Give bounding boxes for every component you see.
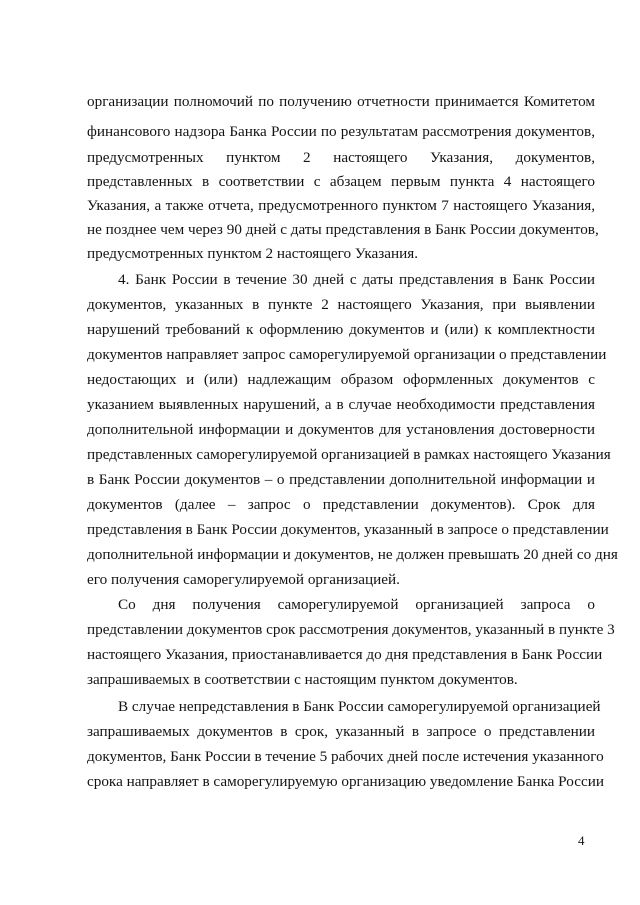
text-line: срока направляет в саморегулируемую организацию уведомление Банка России: [87, 773, 604, 790]
text-line: документов, указанных в пункте 2 настоящего Указания, при выявлении: [87, 296, 595, 313]
text-line: нарушений требований к оформлению документов и (или) к комплектности: [87, 321, 595, 338]
text-line: финансового надзора Банка России по результатам рассмотрения документов,: [87, 123, 595, 140]
text-line: дополнительной информации и документов, не должен превышать 20 дней со дня: [87, 546, 618, 563]
text-line: организации полномочий по получению отчетности принимается Комитетом: [87, 93, 595, 110]
text-line: Со дня получения саморегулируемой организацией запроса о: [118, 596, 595, 613]
text-line: Указания, а также отчета, предусмотренного пунктом 7 настоящего Указания,: [87, 197, 595, 214]
text-line: не позднее чем через 90 дней с даты представления в Банк России документов,: [87, 221, 599, 238]
text-line: настоящего Указания, приостанавливается до дня представления в Банк России: [87, 646, 603, 663]
text-line: недостающих и (или) надлежащим образом оформленных документов с: [87, 371, 595, 388]
text-line: В случае непредставления в Банк России саморегулируемой организацией: [118, 698, 601, 715]
text-line: представления в Банк России документов, указанный в запросе о представлении: [87, 521, 609, 538]
text-line: представлении документов срок рассмотрения документов, указанный в пункте 3: [87, 621, 615, 638]
text-line: 4. Банк России в течение 30 дней с даты представления в Банк России: [118, 271, 595, 288]
text-line: представленных саморегулируемой организацией в рамках настоящего Указания: [87, 446, 611, 463]
text-line: документов направляет запрос саморегулируемой организации о представлении: [87, 346, 607, 363]
text-line: запрашиваемых в соответствии с настоящим пунктом документов.: [87, 671, 518, 688]
text-line: документов (далее – запрос о представлении документов). Срок для: [87, 496, 595, 513]
text-line: его получения саморегулируемой организацией.: [87, 571, 400, 588]
text-line: в Банк России документов – о представлении дополнительной информации и: [87, 471, 595, 488]
text-line: запрашиваемых документов в срок, указанный в запросе о представлении: [87, 723, 595, 740]
text-line: предусмотренных пунктом 2 настоящего Указания, документов,: [87, 149, 595, 166]
page-number: 4: [578, 833, 585, 848]
text-line: предусмотренных пунктом 2 настоящего Указания.: [87, 245, 419, 262]
text-line: дополнительной информации и документов для установления достоверности: [87, 421, 595, 438]
text-line: представленных в соответствии с абзацем первым пункта 4 настоящего: [87, 173, 595, 190]
text-line: документов, Банк России в течение 5 рабочих дней после истечения указанного: [87, 748, 604, 765]
text-line: указанием выявленных нарушений, а в случае необходимости представления: [87, 396, 595, 413]
